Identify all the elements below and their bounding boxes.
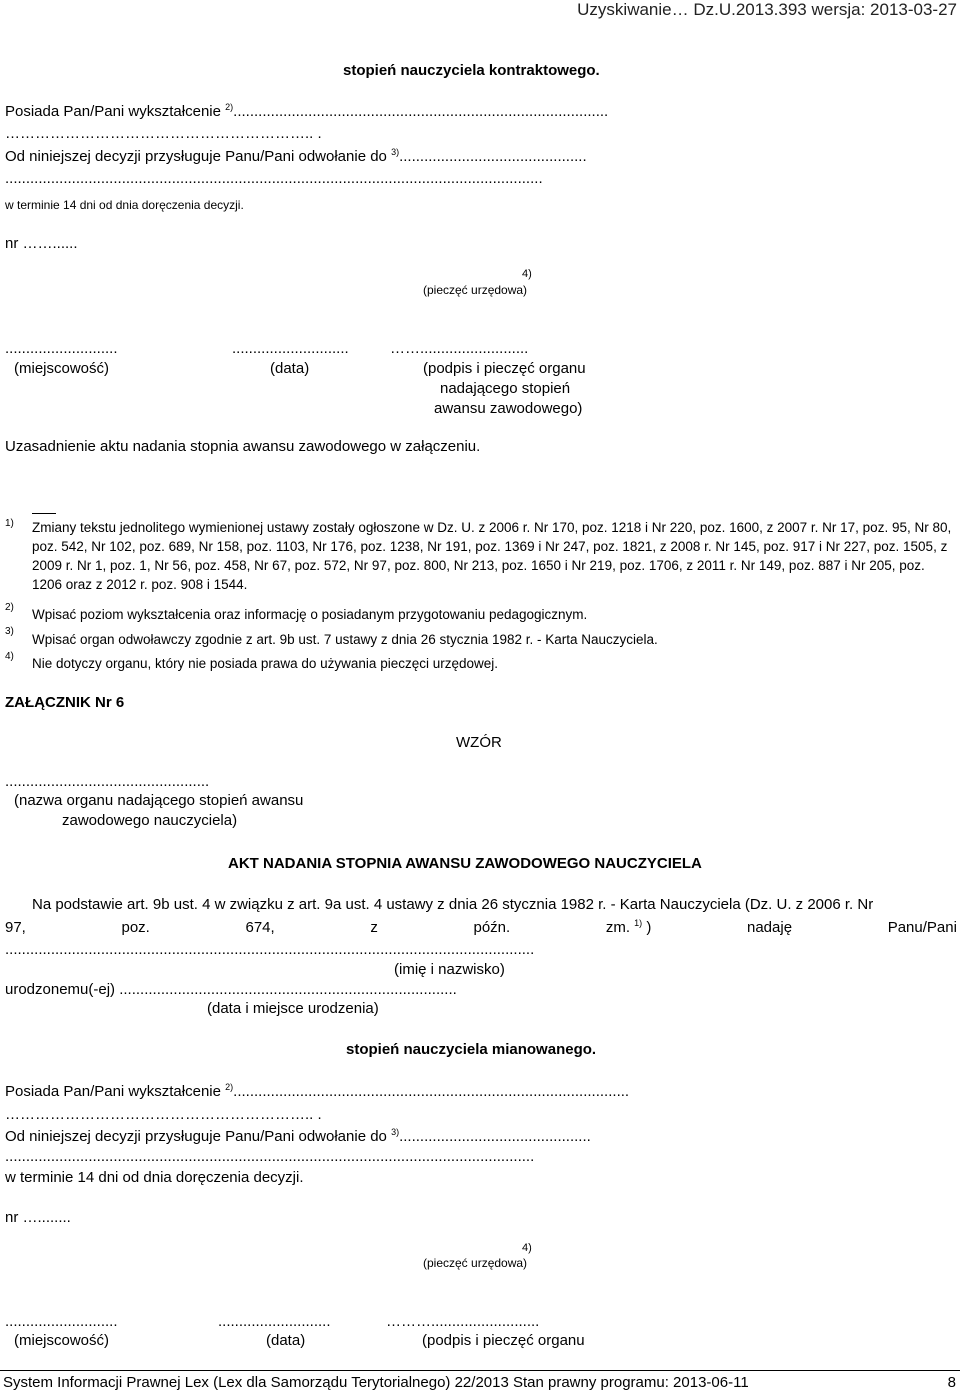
label-sign-2: nadającego stopień bbox=[440, 380, 571, 397]
label-sign-1: (podpis i pieczęć organu bbox=[423, 360, 586, 377]
decision-number: nr ……...... bbox=[5, 235, 78, 252]
footnote-number: 4) bbox=[5, 651, 14, 662]
document-header: Uzyskiwanie… Dz.U.2013.393 wersja: 2013-03-27 bbox=[577, 0, 957, 19]
act-title: AKT NADANIA STOPNIA AWANSU ZAWODOWEGO NAUCZYCIELA bbox=[228, 855, 702, 872]
sig-date-dots: ............................ bbox=[232, 340, 349, 357]
label-place: (miejscowość) bbox=[14, 360, 110, 377]
basis-word: z bbox=[370, 919, 378, 936]
degree-contract: stopień nauczyciela kontraktowego. bbox=[343, 62, 600, 79]
footnote-number: 1) bbox=[5, 518, 14, 529]
dots-line: …………………………………………………….. . bbox=[5, 1106, 322, 1123]
name-dots: ............................................................................................................................... bbox=[5, 941, 535, 958]
seal-label: (pieczęć urzędowa) bbox=[423, 283, 528, 297]
footnote-text: Wpisać poziom wykształcenia oraz informację o posiadanym przygotowaniu pedagogicznym. bbox=[32, 607, 588, 622]
footnote-ref: 3) bbox=[391, 147, 400, 157]
sig-sign-dots: ……….......................... bbox=[386, 1313, 540, 1330]
label-place: (miejscowość) bbox=[14, 1332, 110, 1349]
footnote-number: 3) bbox=[5, 626, 14, 637]
footer-rule bbox=[0, 1370, 960, 1371]
justification-text: Uzasadnienie aktu nadania stopnia awansu zawodowego w załączeniu. bbox=[5, 438, 481, 455]
basis-word: poz. bbox=[121, 919, 150, 936]
seal-footnote-ref: 4) bbox=[522, 268, 532, 280]
name-label: (imię i nazwisko) bbox=[394, 961, 505, 978]
deadline-text: w terminie 14 dni od dnia doręczenia decyzji. bbox=[5, 198, 244, 212]
sig-place-dots: ........................... bbox=[5, 340, 118, 357]
birth-sub-label: (data i miejsce urodzenia) bbox=[207, 1000, 379, 1017]
education-dots: .......................................................................................... bbox=[233, 103, 609, 120]
education-label: Posiada Pan/Pani wykształcenie bbox=[5, 103, 221, 120]
footnote-text: Nie dotyczy organu, który nie posiada prawa do używania pieczęci urzędowej. bbox=[32, 656, 499, 671]
education-dots: ............................................................................................... bbox=[233, 1083, 630, 1100]
sig-place-dots: ........................... bbox=[5, 1313, 118, 1330]
birth-line bbox=[5, 981, 457, 998]
label-sign-1: (podpis i pieczęć organu bbox=[422, 1332, 585, 1349]
appeal-label: Od niniejszej decyzji przysługuje Panu/Pani odwołanie do bbox=[5, 148, 387, 165]
birth-label: urodzonemu(-ej) bbox=[5, 981, 116, 998]
footnote-separator bbox=[32, 513, 56, 514]
appeal-dots: ............................................. bbox=[399, 148, 587, 165]
appeal-line bbox=[5, 1128, 591, 1145]
decision-number: nr …........ bbox=[5, 1209, 71, 1226]
basis-word: późn. bbox=[473, 919, 511, 936]
degree-appointed: stopień nauczyciela mianowanego. bbox=[346, 1041, 597, 1058]
footnote-ref: 3) bbox=[391, 1127, 400, 1137]
footnote-ref: 2) bbox=[225, 102, 234, 112]
legal-basis-line-2 bbox=[5, 919, 957, 936]
organ-label-2: zawodowego nauczyciela) bbox=[62, 812, 238, 829]
basis-word: Panu/Pani bbox=[887, 919, 957, 936]
footnote-ref: 2) bbox=[225, 1082, 234, 1092]
organ-dots: ................................................. bbox=[5, 773, 210, 790]
label-sign-3: awansu zawodowego) bbox=[434, 400, 583, 417]
dots-line: …………………………………………………….. . bbox=[5, 125, 322, 142]
education-line bbox=[5, 103, 608, 120]
seal-footnote-ref: 4) bbox=[522, 1242, 532, 1254]
education-line bbox=[5, 1083, 629, 1100]
organ-label-1: (nazwa organu nadającego stopień awansu bbox=[14, 792, 304, 809]
sig-date-dots: ........................... bbox=[218, 1313, 331, 1330]
dots-line: ................................................................................................................................. bbox=[5, 170, 543, 187]
basis-word: 97, bbox=[5, 919, 26, 936]
annex-title: ZAŁĄCZNIK Nr 6 bbox=[5, 694, 125, 711]
template-label: WZÓR bbox=[456, 734, 502, 751]
footnote-text: Wpisać organ odwoławczy zgodnie z art. 9b ust. 7 ustawy z dnia 26 stycznia 1982 r. - Karta Nauczyciela. bbox=[32, 632, 658, 647]
appeal-label: Od niniejszej decyzji przysługuje Panu/Pani odwołanie do bbox=[5, 1128, 387, 1145]
birth-dots: ................................................................................. bbox=[119, 981, 457, 998]
footnote-ref: 1) bbox=[634, 918, 643, 928]
appeal-line bbox=[5, 148, 587, 165]
seal-label: (pieczęć urzędowa) bbox=[423, 1256, 528, 1270]
label-date: (data) bbox=[270, 360, 310, 377]
education-label: Posiada Pan/Pani wykształcenie bbox=[5, 1083, 221, 1100]
basis-word-zm: zm. $^{1)}$ ) bbox=[605, 918, 652, 936]
dots-line: ............................................................................................................................... bbox=[5, 1148, 535, 1165]
deadline-text: w terminie 14 dni od dnia doręczenia decyzji. bbox=[5, 1169, 304, 1186]
basis-word: 674, bbox=[245, 919, 275, 936]
page-number: 8 bbox=[947, 1374, 956, 1391]
basis-word: nadaję bbox=[747, 919, 793, 936]
footer-text: System Informacji Prawnej Lex (Lex dla Samorządu Terytorialnego) 22/2013 Stan prawny programu: 2013-06-11 bbox=[3, 1374, 749, 1391]
footnote-text: Zmiany tekstu jednolitego wymienionej ustawy zostały ogłoszone w Dz. U. z 2006 r. Nr 170, poz. 1218 i Nr 220, poz. 1600, z 2007 r. Nr 17, poz. 95, Nr 80, poz. 542, Nr 102, poz. 689, Nr 158, poz. 1103, Nr 176, poz. 1238, Nr 191, poz. 1369 i Nr 247, poz. 1821, z 2008 r. Nr 145, poz. 917 i Nr 227, poz. 1505, z 2009 r. Nr 1, poz. 1, Nr 56, poz. 458, Nr 67, poz. 572, Nr 97, poz. 800, Nr 213, poz. 1650 i Nr 219, poz. 1706, z 2011 r. Nr 149, poz. 887 i Nr 205, poz. 1206 oraz z 2012 r. poz. 908 i 1544. bbox=[32, 520, 952, 592]
legal-basis-line-1: Na podstawie art. 9b ust. 4 w związku z art. 9a ust. 4 ustawy z dnia 26 stycznia 1982 r. - Karta Nauczyciela (Dz. U. z 2006 r. Nr bbox=[32, 896, 874, 913]
appeal-dots: .............................................. bbox=[399, 1128, 591, 1145]
label-date: (data) bbox=[266, 1332, 306, 1349]
sig-sign-dots: …….......................... bbox=[390, 340, 529, 357]
footnote-number: 2) bbox=[5, 602, 14, 613]
